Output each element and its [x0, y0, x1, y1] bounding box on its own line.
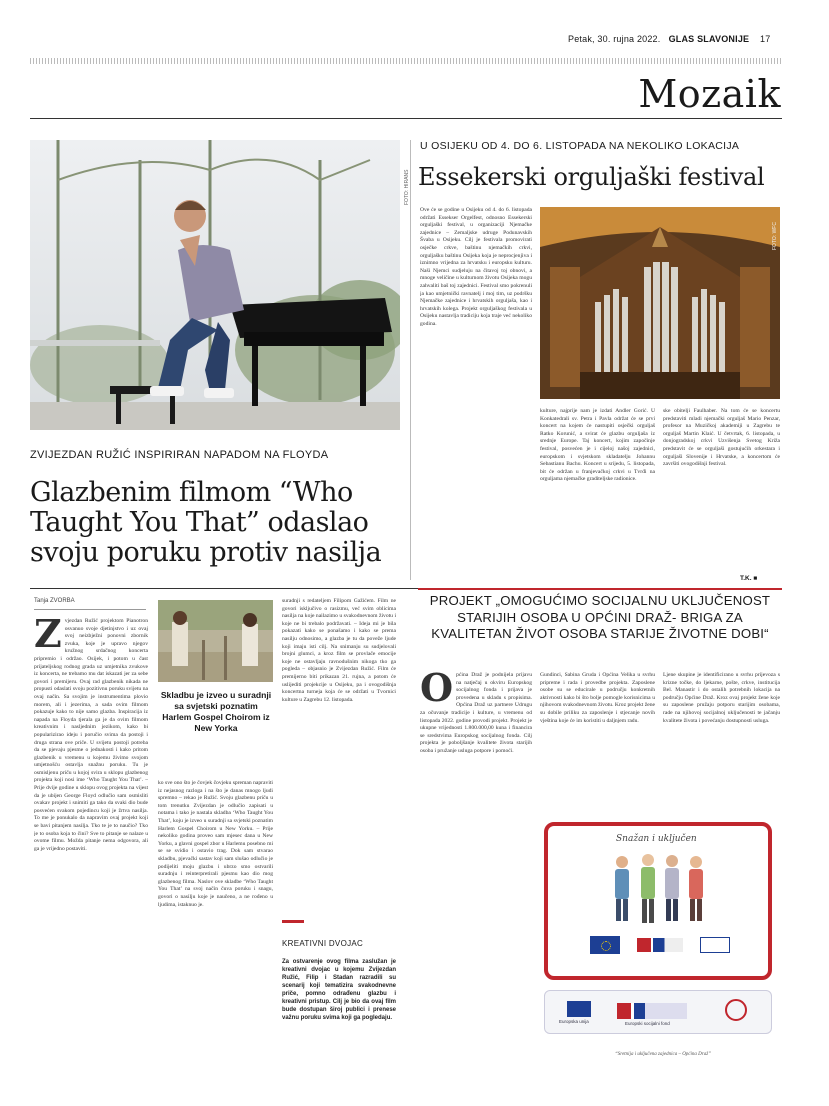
ad-footer: “Sretnija i uključena zajednica – Općina Draž”: [615, 1052, 711, 1057]
festival-column-3: ske obitelji Faulhaber. Na tom će se koncertu predstaviti mladi njemački orguljaš Mario Penzar, profesor na Muzičkoj akademiji u Zagrebu te orguljaš Martin Klaić. U četvrtak, 6. listopada, u donjogradskoj crkvi Uzvišenja Svetog Križa predstavit će se orguljaši gostujućih orkestara i orguljaši Slovenije i Hrvatske, a koncertom će završiti ovogodišnji festival.: [663, 408, 780, 468]
page-number: 17: [760, 34, 771, 44]
ad-title: Snažan i uključen: [616, 834, 697, 844]
ad-logo-row: [590, 934, 730, 956]
choir-photo: [158, 600, 273, 682]
paper-name: GLAS SLAVONIJE: [668, 34, 750, 44]
box-accent-bar: [282, 920, 304, 923]
festival-column-1: Ove će se godine u Osijeku od 4. do 6. listopada održati Essekser Orgelfest, odnosno Essekerski orguljaški festival, u organizaciji Njemačke zajednice – Zemaljske udruge Podunavskih Švaba u Osijeku. Cilj je festivala promovirati osječke crkve, baštinu njemačkih crkvi, orguljašku baštinu Osijeka koja je neprocjenjiva i iznimno vrijedna za hrvatsku i europsku kulturu. Naši Njemci sudjeluju na čitavoj toj obnovi, a mnoge veličine u kulturnom životu Osijeka mogu zahvaliti baš toj zajednici. Festival smo pokrenuli ja kao umjetnički ravnatelj i moj tim, uz podršku Njemačke zajednice i hrvatskih orguljaša, kao i hrvatskih kolega. Projekt orguljaškog festivala u Osijeku nastavlja tradiciju koja traje već nekoliko godina.: [420, 207, 532, 327]
festival-headline: Essekerski orguljaški festival: [418, 163, 765, 191]
eu-funding-strip: [544, 990, 772, 1034]
box-kicker: KREATIVNI DVOJAC: [282, 939, 364, 948]
column-1-text: vjezdan Ružić projektom Pianotron osvanuo svoje djetinjstvo i uz ovaj svoj neizbježni ponovni zbornik zvuka, koje je upravo njegov kružnog srdačnog koncerta pripremio i održao. Osijek, i potom u čast prijateljskog rodnog grada uz umjetnika zvukove iz koncerta, ne trebamo mu dat iskazati jer za sebe govori i premijeru. Ovaj rad glazbenik nikada ne propusti odaslati svoju pozitivnu poruku svijetu na ovaj način. Sa svojim je instrumentima plovio morem, ali i jezerima, a sada ovim filmom pokazuje kako to nije samo glazba. Inspiracija iz napada na Floyda tjerala ga je da ovim filmom kreativnim i nasljednim jezikom, kako bi popularizirao ideju i poručio svima da postoji i druga strana ove priče. U svijetu postoji potreba da se pjevaju pjesme o jednakosti i kako pritom glazbenik u vremenu u kojemu živimo svojom umjetnošću ostavlja snažnu poruku. Tu je osmisljenu priču u kojoj svira u sklopu glazbenog projekta koji nosi ime ‘Who Taught You That’. – Prije dvije godine u sklopu ovog projekta na vijest da je ubijen George Floyd odlučio sam osmisliti ovakav projekt i snimiti ga tako da svaki dio bude posvećen svakom pojedincu koji je žrtva nasilja. To me je ponukalo da napravim ovaj projekt koji se bavi pitanjem nasilja. Tko te je to naučio? Tko je to osoba koja to čini? Sve to pitanje se nalaze u ovome filmu. Možda pitanje nema odgovora, ali ga je vrijedno postaviti.: [34, 618, 148, 852]
issue-date: Petak, 30. rujna 2022.: [568, 34, 661, 44]
byline: Tanja ZVORBA: [34, 598, 75, 604]
photo2-caption: Skladbu je izveo u suradnji sa svjetski poznatim Harlem Gospel Choirom iz New Yorka: [160, 690, 272, 733]
article-column-2: ko sve ono što je čovjek čovjeku spreman napraviti iz nejasnog razloga i na što je danas mnogo ljudi spremno – rekao je Ružić. Svoju glazbenu priču u tom trenutku Zvijezdan je odlučio zapisati u notama i tako je nastala skladba ‘Who Taught You That’, koju je izveo u suradnji sa svjetski poznatim Harlem Gospel Choirom u New Yorku. – Prije nekoliko godina proveo sam mjesec dana u New Yorku, a glavni gospel zbor u Harlemu posebno mi se se svidio i ostavio trag. Dok sam stvarao skladbu, pjevački sastav koji sam slušao odlučio je podijeliti moju glazbu i ubrzo smo ostvarili suradnju i reinterpretirali pjesmu kao dio mog glazbenog filma. Naslov ove skladbe ‘Who Taught You That’ na svoj način čuva poruku i snagu, govori o nasilju koje je naučeno, a ne rođeno u ljudima, istaknuo je.: [158, 780, 273, 908]
municipality-crest-icon: [725, 999, 747, 1021]
pianist-photo: [30, 140, 400, 430]
project-column-1-text: pćina Draž je podnijela prijavu na natječaj u okviru Europskog socijalnog fonda i prijava je provedena u skladu s propisima. Općina Draž uz partnere Udrugu za očuvanje tradicije i kulture, u vremenu od listopada 2022. godine provodi projekt. Projekt je ukupne vrijednosti 1.800.000,00 kuna i financira se sredstvima Europskog socijalnog fonda. Cilj projekta je poboljšanje kvalitete života starijih osoba i pružanje usluga potpore i pomoći.: [420, 672, 532, 754]
project-ad-banner: [544, 822, 772, 980]
project-top-rule: [418, 588, 782, 590]
eu-flag-large-icon: [567, 1001, 591, 1017]
eu-label: Europska unija: [559, 1019, 589, 1024]
ad-people-illustration: [604, 850, 714, 930]
organ-photo-credit: FOTO: WFC: [772, 222, 778, 250]
fund-label: Europski socijalni fond: [625, 1021, 670, 1026]
fund-logo-icon: [700, 937, 730, 953]
project-column-3: Ljene skupine je identificirano u svrhu prijevoza s krizne točke, do ljekarne, pošte, crkve, institucija Bel. Manastir i do ostalih potrebnih lokacija na području Općine Draž. Kroz ovaj projekt žene koje su zaposlene pružaju potporu starijim osobama, rade na njihovoj socijalnoj uključenosti te jačanju kvalitete života i povećanju dostupnosti usluga.: [663, 672, 780, 724]
article-column-3: suradnji s redateljem Filipom Gažićem. Film ne govori isključivo o rasizmu, već svim oblicima nasilja na koje nailazimo u svakodnevnom životu i koje ne bi trebalo podržavati. – Ideja mi je bila pokazati kako se ponašamo i kako se prema nasilju odnosimo, a glazba je tu da poveže ljude koji imaju isti cilj. Na snimanju su sudjelovali brojni glumci, a kroz film se provlače emocije koje ne ostavljaju ravnodušnim nikoga tko ga pogleda – objasnio je Zvijezdan Ružić. Film će premijerno biti prikazan 21. rujna, a potom će uslijediti projekcije u Osijeku, pa i ovogodišnja koncertna turneja koja će se održati u Tvornici kulture u Zagrebu 12. listopada.: [282, 598, 396, 703]
festival-signature: T.K. ■: [740, 575, 758, 582]
project-column-1: [420, 672, 532, 1084]
article-headline: Glazbenim filmom “Who Taught You That” odaslao svoju poruku protiv nasilja: [30, 477, 382, 568]
festival-kicker: U OSIJEKU OD 4. DO 6. LISTOPADA NA NEKOLIKO LOKACIJA: [420, 140, 740, 152]
header-rule: [30, 118, 782, 119]
article-kicker: ZVIJEZDAN RUŽIĆ INSPIRIRAN NAPADOM NA FLOYDA: [30, 449, 329, 461]
photo-credit: FOTO: HIRANS: [404, 169, 410, 205]
section-title: Mozaik: [638, 72, 781, 116]
festival-column-2: kulture, najprije nam je izdati Andler Gorić. U Konkatedrali sv. Petra i Pavla održat će se prvi koncert na kojem će nastupiti osječki orguljaš Ratko Korunić, a svirat će glazbu orguljaša iz srednje Europe. Taj koncert, kojim započinje festival, posvećen je i cijeloj našoj zajednici, europskom i svjetskom skladatelju Johannu Sebastianu Bachu. Koncert u srijedu, 5. listopada, bit će održan u franjevačkoj crkvi u Tvrđi na orguljama njemačke graditeljske radionice.: [540, 408, 655, 483]
header-hatch-divider: [30, 58, 782, 64]
byline-rule: [34, 609, 146, 610]
box-text: Za ostvarenje ovog filma zaslužan je kreativni dvojac u kojemu Zvijezdan Ružić, Filip i Stadan razradili su scenarij koji tematizira svakodnevne priče, pomno odrađenu glazbu i kreativni pristup. Cilj je bio da ovaj film bude dostupan široj publici i prenese važnu poruku svima koji ga pogledaju.: [282, 959, 396, 1021]
article-column-1: [34, 618, 148, 1088]
project-headline: PROJEKT „OMOGUĆIMO SOCIJALNU UKLJUČENOST STARIJIH OSOBA U OPĆINI DRAŽ- BRIGA ZA KVALITETAN ŽIVOT OSOBA STARIJE ŽIVOTNE DOBI“: [429, 593, 771, 642]
drop-cap: Z: [34, 618, 62, 656]
column-divider: [410, 140, 411, 580]
eu-flag-icon: [590, 936, 620, 954]
organ-photo: [540, 207, 780, 399]
header-meta: [568, 34, 770, 44]
project-column-2: Gundinci, Sabina Gruda i Općina Velika u svrhu pripreme i rada i provedbe projekta. Zaposlene osobe su se educirale u području konkretnih aktivnosti kako bi što bolje pomogle korisnicima u njihovom svakodnevnom životu. Kroz projekt žene su dobile priliku za zaposlenje i stjecanje novih vještina koje će im koristiti u daljnjem radu.: [540, 672, 655, 724]
project-drop-cap: O: [420, 672, 454, 710]
croatia-logo-icon: [617, 1003, 687, 1019]
ministry-logo-icon: [637, 938, 683, 952]
